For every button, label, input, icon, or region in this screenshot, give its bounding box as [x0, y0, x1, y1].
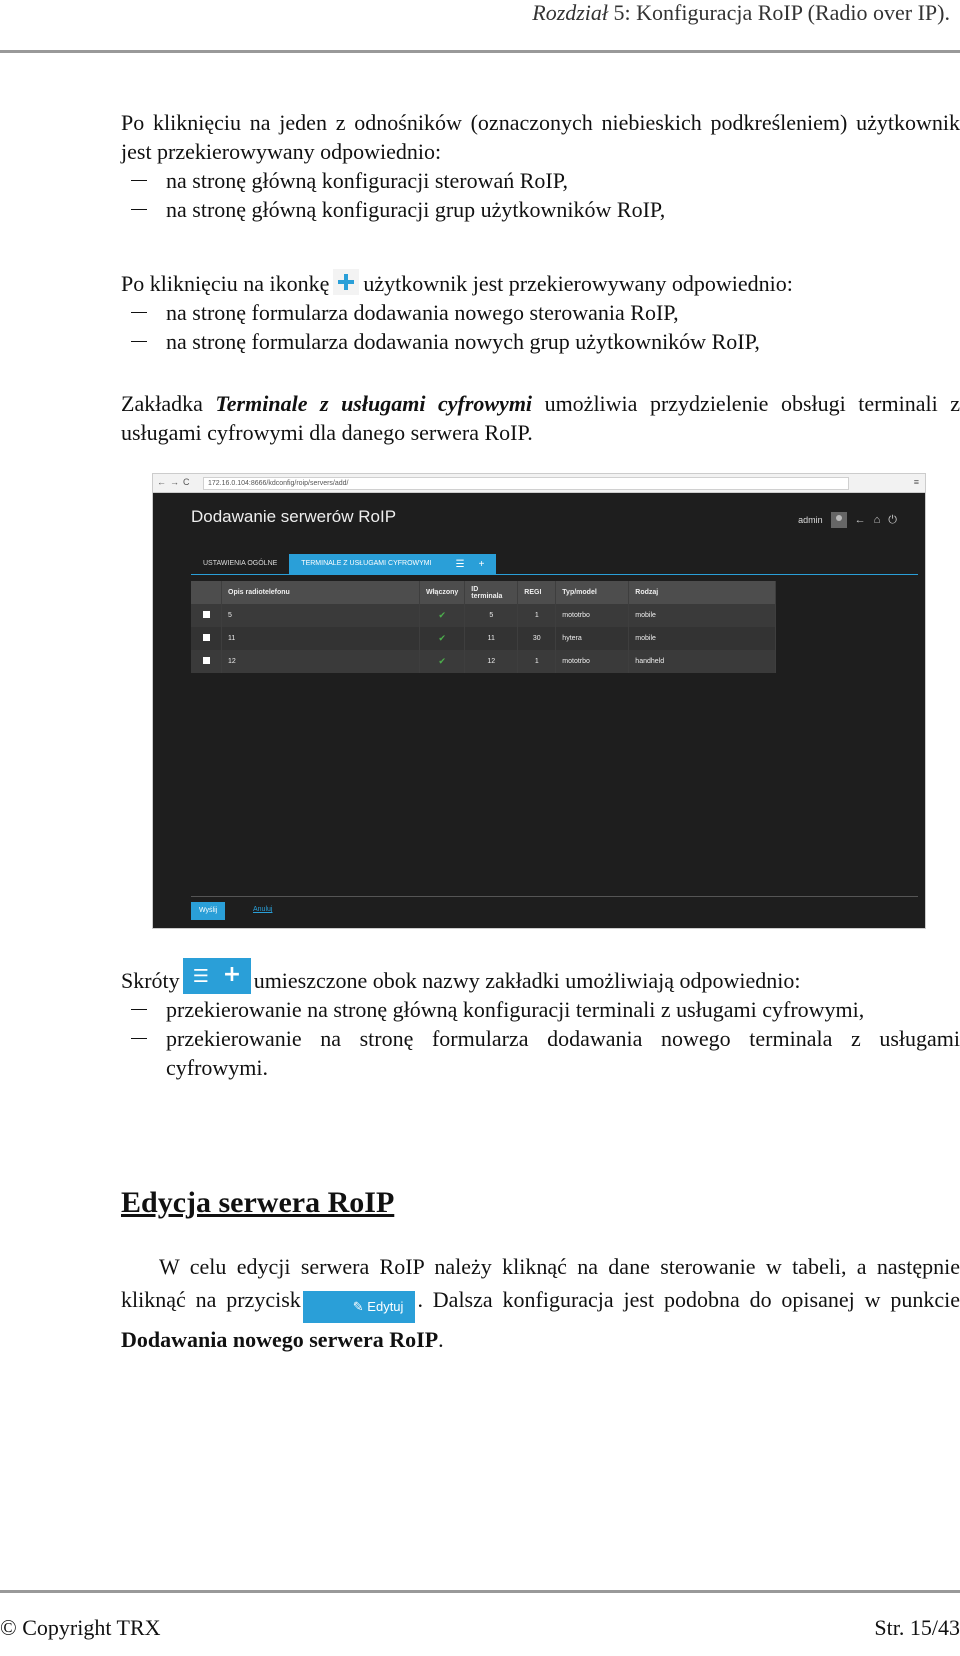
cell-terminal-id: 11: [465, 627, 518, 650]
cell-terminal-id: 12: [465, 650, 518, 673]
column-header[interactable]: Włączony: [420, 581, 465, 604]
cell-type: mototrbo: [556, 604, 629, 627]
table-row[interactable]: [191, 604, 776, 627]
paragraph-edit-server: W celu edycji serwera RoIP należy kliknąć na dane sterowanie w tabeli, a następnie kliknąć na przycisk ✎ Edytuj . Dalsza konfiguracja jest podobna do opisanej w punkcie Dodawania nowego serwera RoIP.: [121, 1254, 960, 1352]
embedded-screenshot: [153, 474, 925, 928]
avatar[interactable]: [831, 512, 847, 528]
column-header[interactable]: Typ/model: [556, 581, 629, 604]
menu-icon[interactable]: ≡: [913, 477, 919, 487]
checkbox-icon[interactable]: [203, 634, 210, 641]
paragraph-shortcuts: [121, 958, 960, 1082]
cell-regi: 1: [518, 650, 556, 673]
address-bar[interactable]: 172.16.0.104:8666/kdconfig/roip/servers/add/: [203, 477, 849, 490]
list-item: na stronę formularza dodawania nowych grup użytkowników RoIP,: [121, 327, 960, 356]
table-row[interactable]: [191, 650, 776, 673]
cancel-link[interactable]: Anuluj: [253, 906, 273, 913]
cell-description: 5: [222, 604, 420, 627]
cell-kind: handheld: [629, 650, 776, 673]
edit-button-image: ✎ Edytuj: [303, 1291, 416, 1323]
browser-nav-icons[interactable]: ←→C: [157, 477, 194, 487]
paragraph-text: Po kliknięciu na ikonkę użytkownik jest przekierowywany odpowiednio:: [121, 271, 793, 296]
column-header: [191, 581, 222, 604]
cell-kind: mobile: [629, 627, 776, 650]
plus-icon[interactable]: +: [478, 558, 485, 570]
list-item: na stronę główną konfiguracji grup użytkowników RoIP,: [121, 195, 960, 224]
cell-description: 11: [222, 627, 420, 650]
cell-kind: mobile: [629, 604, 776, 627]
paragraph-plus-icon: [121, 269, 960, 356]
list-item: na stronę formularza dodawania nowego sterowania RoIP,: [121, 298, 960, 327]
tab-bar: [191, 554, 496, 574]
chapter-word: Rozdział: [532, 0, 609, 25]
column-header[interactable]: Rodzaj: [629, 581, 776, 604]
tab-digital-terminals[interactable]: TERMINALE Z USŁUGAMI CYFROWYMI: [289, 554, 443, 574]
send-button[interactable]: Wyślij: [191, 902, 225, 920]
page-number: Str. 15/43: [874, 1615, 960, 1640]
table-header-row: [191, 581, 776, 604]
list-item: przekierowanie na stronę formularza dodawania nowego terminala z usługami cyfrowymi.: [121, 1024, 960, 1082]
list-icon[interactable]: ☰: [455, 558, 465, 570]
tab-shortcuts: [444, 554, 497, 574]
checkbox-icon[interactable]: [203, 611, 210, 618]
copyright: © Copyright TRX: [0, 1615, 161, 1640]
list-item: na stronę główną konfiguracji sterowań RoIP,: [121, 166, 960, 195]
emphasized-term: Terminale z usługami cyfrowymi: [215, 391, 533, 416]
user-toolbar: [798, 512, 897, 528]
table-row[interactable]: [191, 627, 776, 650]
cell-regi: 30: [518, 627, 556, 650]
list-item: przekierowanie na stronę główną konfiguracji terminali z usługami cyfrowymi,: [121, 995, 960, 1024]
check-icon: ✔: [438, 610, 446, 620]
check-icon: ✔: [438, 633, 446, 643]
bold-reference: Dodawania nowego serwera RoIP: [121, 1327, 439, 1352]
pencil-icon: ✎: [352, 1299, 364, 1314]
terminals-table: [191, 581, 776, 673]
page-header: [0, 0, 960, 53]
back-icon[interactable]: ←: [854, 514, 866, 526]
home-icon[interactable]: ⌂: [873, 514, 881, 526]
page-footer: [0, 1590, 960, 1656]
checkbox-icon[interactable]: [203, 657, 210, 664]
tab-general-settings[interactable]: USTAWIENIA OGÓLNE: [203, 560, 278, 567]
paragraph-links: [121, 108, 960, 224]
browser-bar: [153, 474, 925, 493]
cell-type: mototrbo: [556, 650, 629, 673]
check-icon: ✔: [438, 656, 446, 666]
cell-description: 12: [222, 650, 420, 673]
cell-type: hytera: [556, 627, 629, 650]
cell-regi: 1: [518, 604, 556, 627]
plus-icon: [333, 269, 359, 295]
plus-icon: +: [222, 962, 242, 987]
column-header[interactable]: ID terminala: [465, 581, 518, 604]
shortcut-icons: [183, 958, 251, 994]
paragraph-text: Po kliknięciu na jeden z odnośników (oznaczonych niebieskich podkreśleniem) użytkownik jest przekierowywany odpowiednio:: [121, 110, 960, 164]
chapter-title: [532, 0, 950, 26]
section-heading: Edycja serwera RoIP: [121, 1186, 395, 1219]
paragraph-terminals-tab: Zakładka Terminale z usługami cyfrowymi umożliwia przydzielenie obsługi terminali z usługami cyfrowymi dla danego serwera RoIP.: [121, 391, 960, 445]
chapter-name: 5: Konfiguracja RoIP (Radio over IP).: [608, 0, 950, 25]
cell-terminal-id: 5: [465, 604, 518, 627]
paragraph-text: Skróty ☰ + umieszczone obok nazwy zakładki umożliwiają odpowiednio:: [121, 958, 960, 995]
column-header[interactable]: REGI: [518, 581, 556, 604]
app-page-title: Dodawanie serwerów RoIP: [191, 507, 397, 526]
power-icon[interactable]: ⏻: [888, 513, 897, 526]
username: admin: [798, 515, 823, 525]
column-header[interactable]: Opis radiotelefonu: [222, 581, 420, 604]
list-icon: ☰: [192, 966, 209, 987]
